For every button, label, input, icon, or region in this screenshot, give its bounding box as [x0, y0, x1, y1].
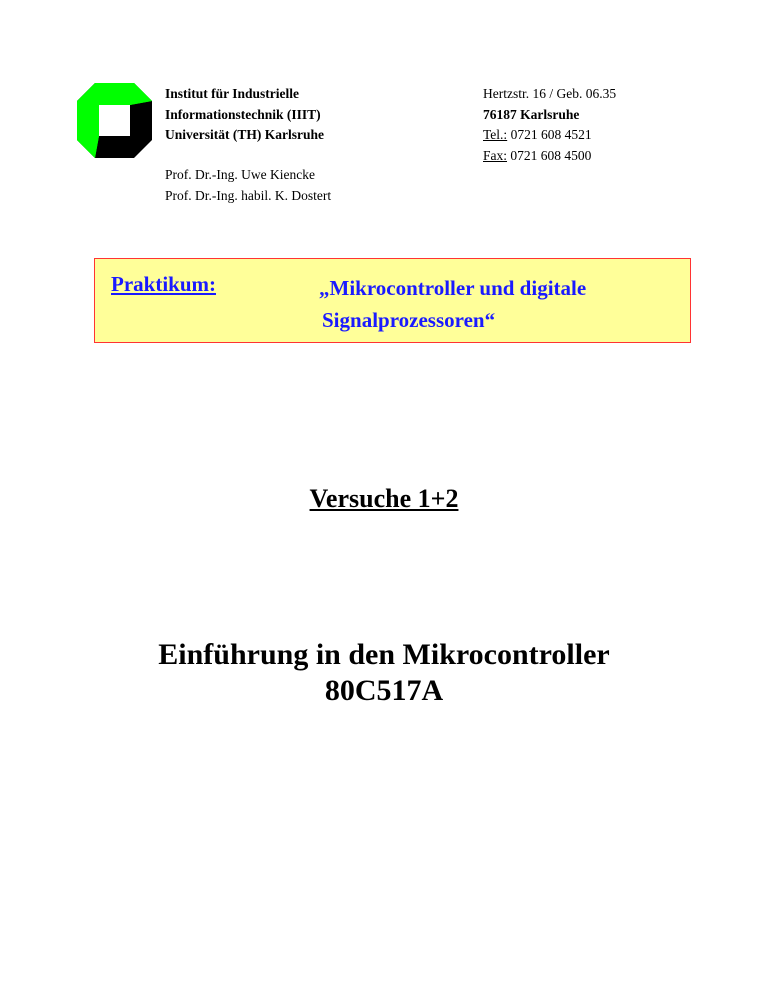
praktikum-label: Praktikum: — [111, 272, 216, 296]
institute-info — [165, 84, 324, 146]
institute-line-1: Institut für Industrielle — [165, 86, 300, 101]
address-phone — [483, 125, 616, 146]
professor-2: Prof. Dr.-Ing. habil. K. Dostert — [165, 187, 332, 203]
praktikum-title — [319, 272, 586, 336]
document-title-line-2: 80C517A — [324, 674, 444, 707]
institute-line-3: Universität (TH) Karlsruhe — [165, 127, 324, 142]
fax-number: 0721 608 4500 — [507, 147, 592, 163]
praktikum-title-line-1: „Mikrocontroller und digitale — [319, 276, 587, 300]
document-title-line-1: Einführung in den Mikrocontroller — [158, 638, 610, 671]
praktikum-title-line-2: Signalprozessoren“ — [322, 308, 496, 332]
address-city: 76187 Karlsruhe — [483, 106, 580, 122]
phone-label: Tel.: — [483, 127, 508, 142]
phone-number: 0721 608 4521 — [507, 127, 592, 142]
fax-label: Fax: — [483, 147, 508, 163]
professor-1: Prof. Dr.-Ing. Uwe Kiencke — [165, 167, 315, 182]
address-info — [483, 84, 616, 166]
professors-list — [165, 165, 331, 206]
experiment-heading: Versuche 1+2 — [309, 484, 459, 513]
address-street: Hertzstr. 16 / Geb. 06.35 — [483, 86, 617, 101]
document-title — [0, 637, 768, 709]
university-logo-icon — [77, 83, 152, 158]
praktikum-box — [94, 258, 691, 343]
address-fax — [483, 146, 616, 167]
institute-line-2: Informationstechnik (IIIT) — [165, 106, 321, 122]
